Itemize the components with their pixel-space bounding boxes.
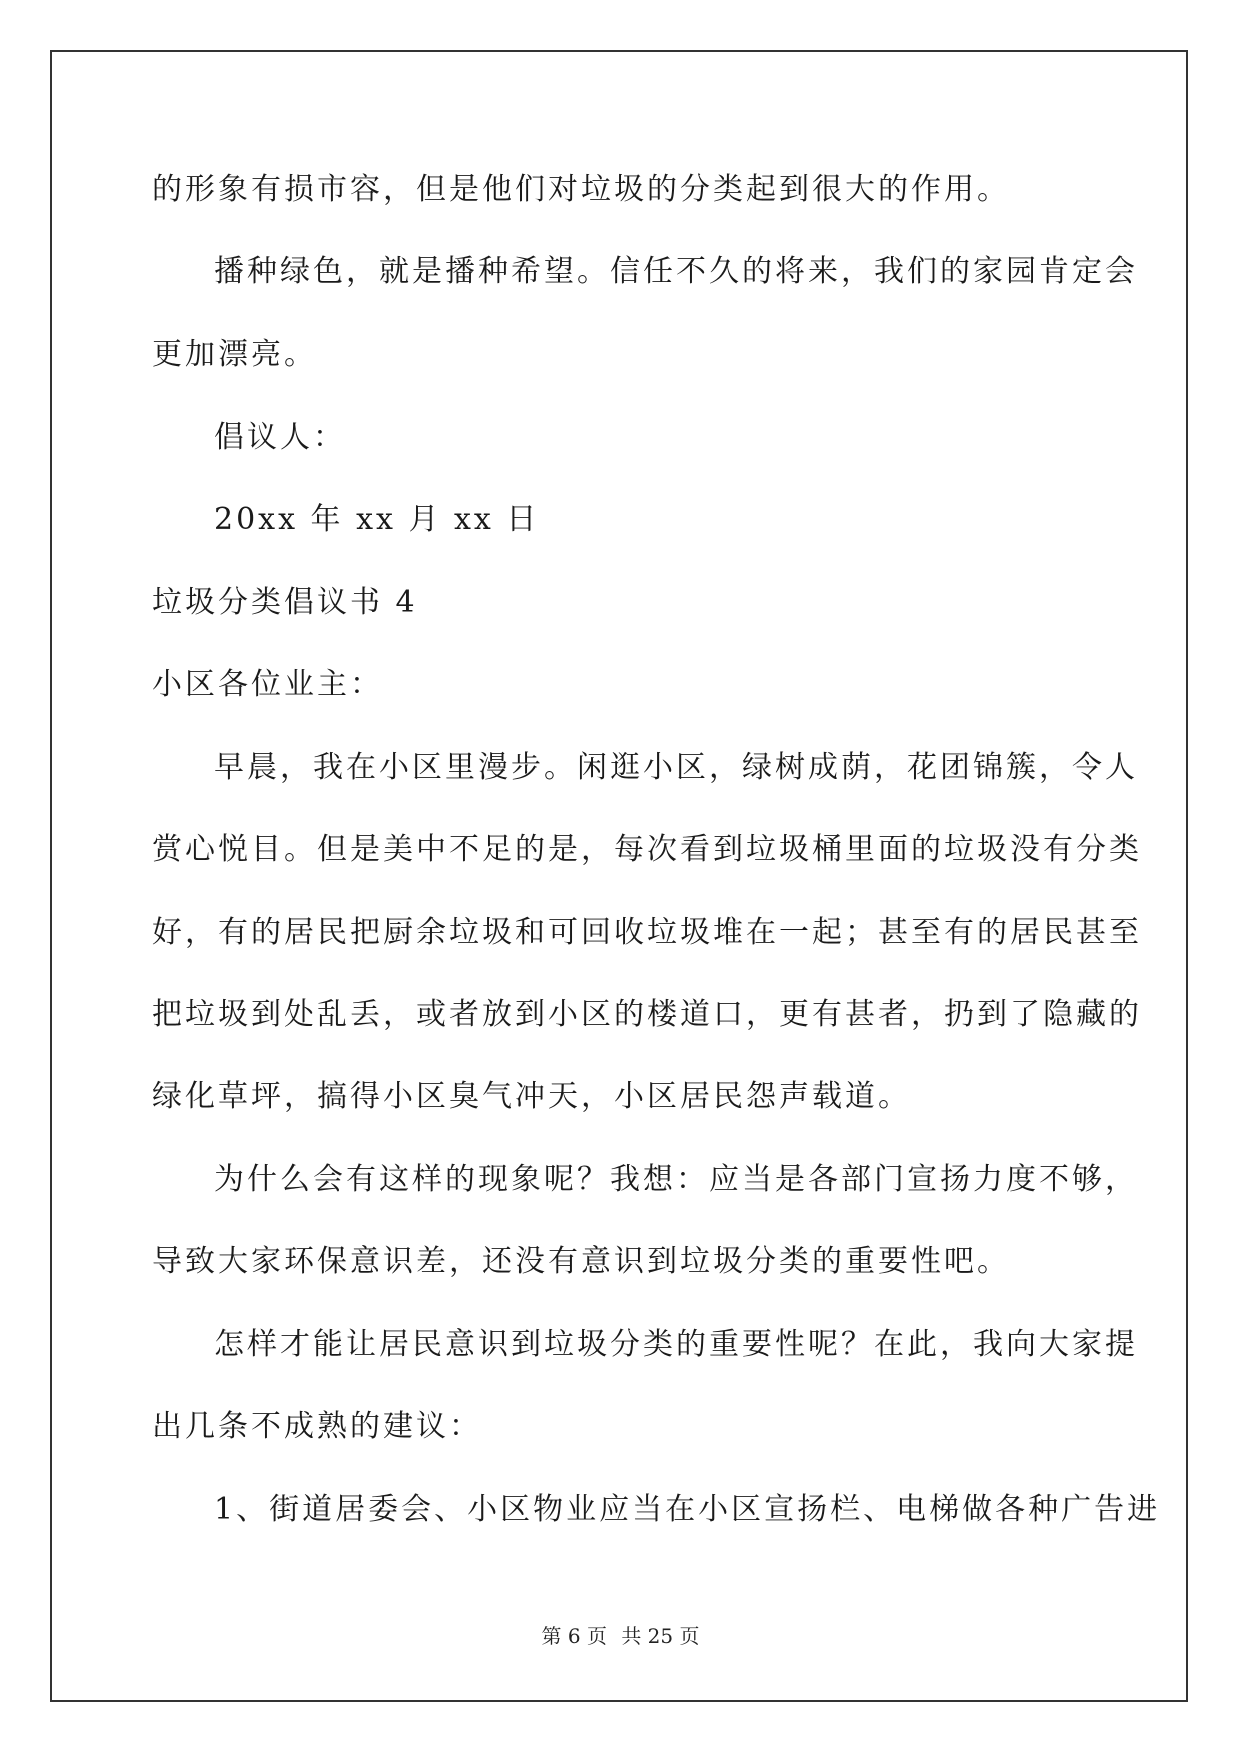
text-line: 好，有的居民把厨余垃圾和可回收垃圾堆在一起；甚至有的居民甚至 (152, 915, 1142, 950)
text-line: 更加漂亮。 (152, 337, 317, 372)
text-line: 早晨，我在小区里漫步。闲逛小区，绿树成荫，花团锦簇，令人 (214, 750, 1138, 785)
signer-label: 倡议人： (214, 420, 346, 455)
text-line: 出几条不成熟的建议： (152, 1409, 482, 1444)
text-line: 为什么会有这样的现象呢？我想：应当是各部门宣扬力度不够， (214, 1162, 1138, 1197)
text-line: 把垃圾到处乱丢，或者放到小区的楼道口，更有甚者，扔到了隐藏的 (152, 997, 1142, 1032)
page-number: 第 6 页 (541, 1624, 607, 1648)
page-footer (0, 1624, 1241, 1648)
salutation: 小区各位业主： (152, 667, 383, 702)
text-line: 绿化草坪，搞得小区臭气冲天，小区居民怨声载道。 (152, 1079, 911, 1114)
page-border (50, 50, 1188, 1702)
text-line: 播种绿色，就是播种希望。信任不久的将来，我们的家园肯定会 (214, 254, 1138, 289)
text-line: 的形象有损市容，但是他们对垃圾的分类起到很大的作用。 (152, 172, 1010, 207)
text-line: 怎样才能让居民意识到垃圾分类的重要性呢？在此，我向大家提 (214, 1327, 1138, 1362)
date-line: 20xx 年 xx 月 xx 日 (214, 502, 540, 537)
text-line: 赏心悦目。但是美中不足的是，每次看到垃圾桶里面的垃圾没有分类 (152, 832, 1142, 867)
text-line: 导致大家环保意识差，还没有意识到垃圾分类的重要性吧。 (152, 1244, 1010, 1279)
page-total: 共 25 页 (621, 1624, 700, 1648)
section-title: 垃圾分类倡议书 4 (152, 585, 418, 620)
text-line: 1、街道居委会、小区物业应当在小区宣扬栏、电梯做各种广告进 (214, 1492, 1161, 1527)
